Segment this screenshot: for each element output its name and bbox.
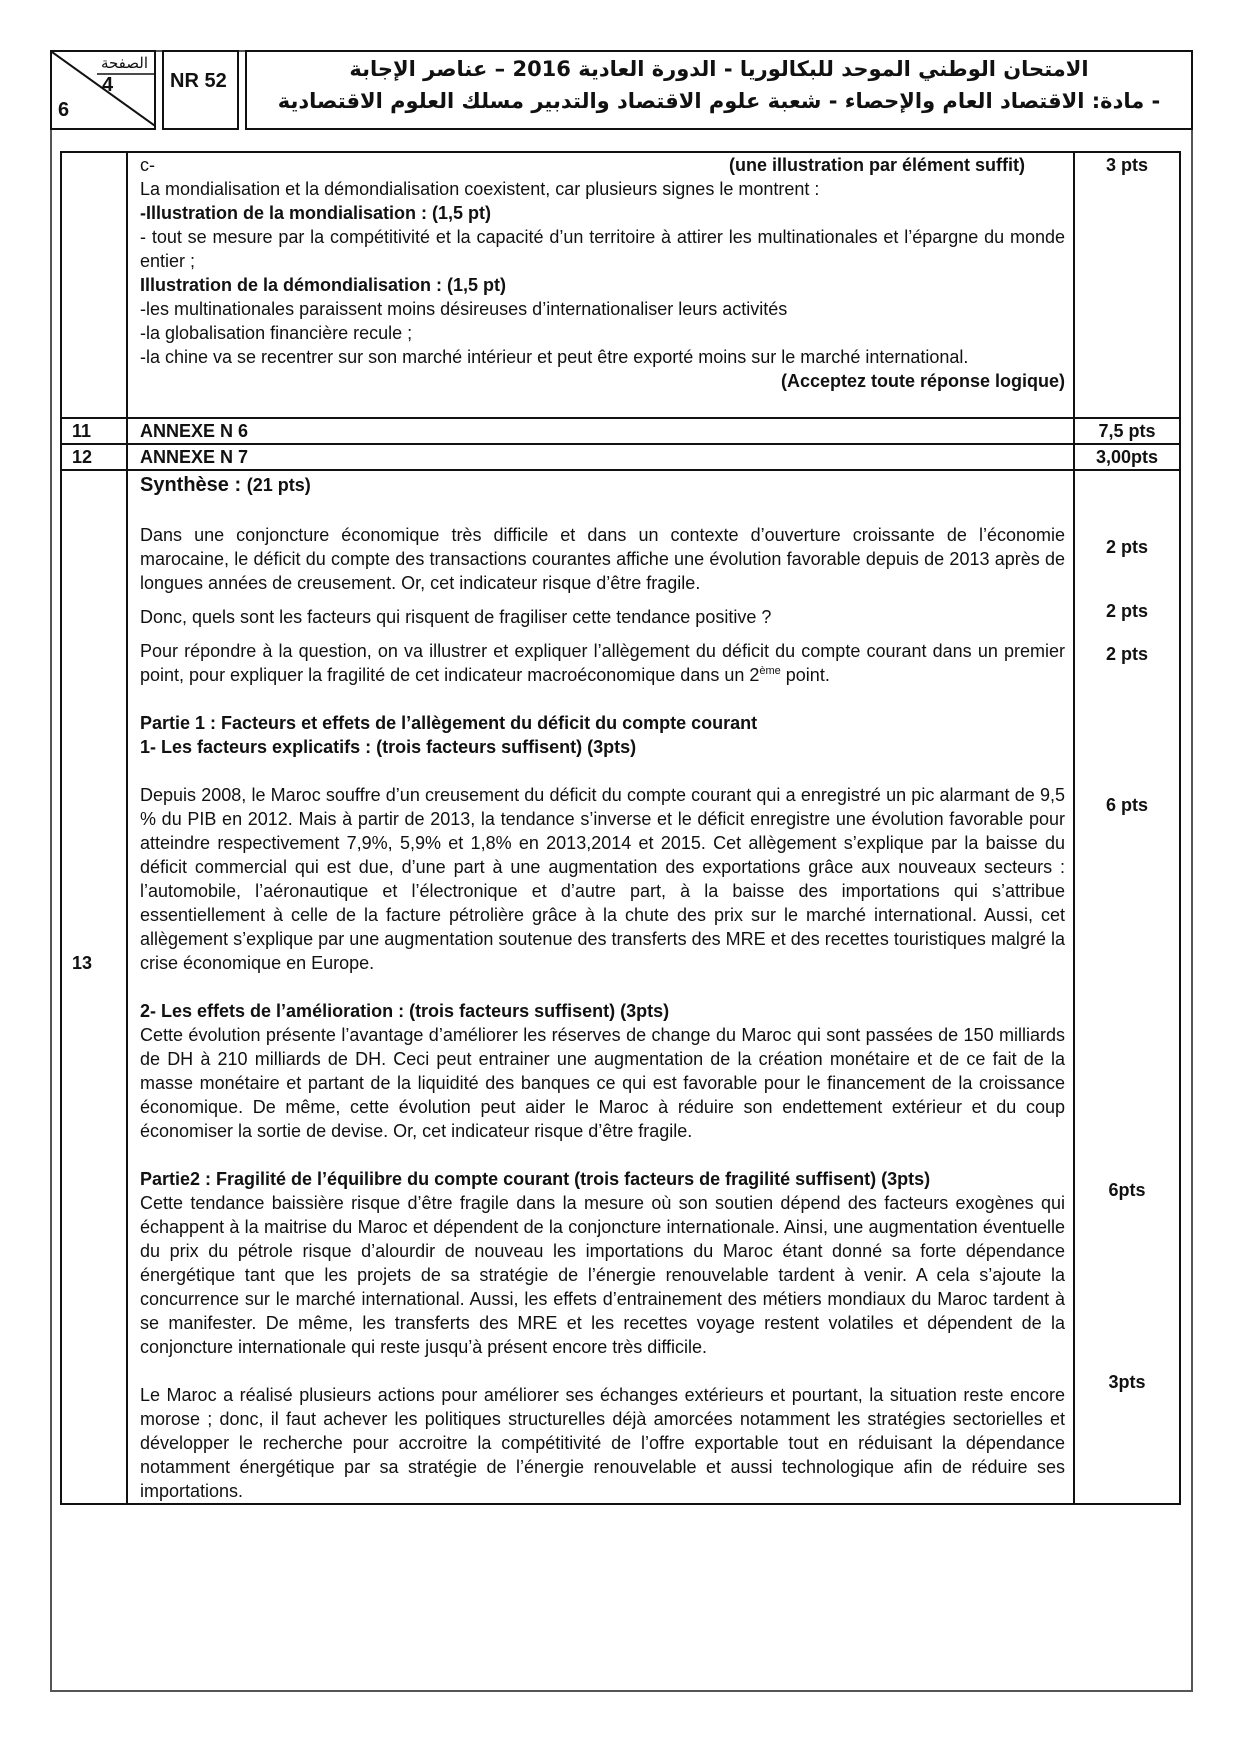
- exam-code: NR 52: [170, 70, 227, 92]
- points: 6pts: [1108, 1180, 1146, 1200]
- answer-cell: [127, 470, 1074, 1504]
- page-number-box: [50, 50, 156, 130]
- section-heading: 1- Les facteurs explicatifs : (trois facteurs suffisent) (3pts): [140, 737, 637, 757]
- section-heading: 2- Les effets de l’amélioration : (trois facteurs suffisent) (3pts): [140, 1001, 670, 1021]
- text-line: -la chine va se recentrer sur son marché intérieur et peut être exporté moins sur le marché international.: [140, 347, 969, 367]
- exam-title-line2: - مادة: الاقتصاد العام والإحصاء - شعبة علوم الاقتصاد والتدبير مسلك العلوم الاقتصادية: [277, 89, 1161, 113]
- paragraph: Cette tendance baissière risque d’être fragile dans la mesure où son soutien dépend des facteurs exogènes qui échappent à la maitrise du Maroc et dépendent de la conjoncture internationale. Ainsi, une augmentation éventuelle du prix du pétrole risque d’alourdir de nouveau les importations du Maroc étant donné sa forte dépendance énergétique tant que les projets de sa stratégie de l’énergie renouvelable tardent à venir. A cela s’ajoute la concurrence sur le marché international. Aussi, les effets d’entrainement des métiers mondiaux du Maroc tardent à se manifester. De même, les transferts des MRE et les recettes voyage restent volatiles et dépendent de la conjoncture internationale qui reste jusqu’à présent encore très difficile.: [140, 1193, 1065, 1357]
- question-note: (une illustration par élément suffit): [728, 155, 1025, 175]
- accept-note: (Acceptez toute réponse logique): [780, 371, 1065, 391]
- text-line: - tout se mesure par la compétitivité et la capacité d’un territoire à attirer les multinationales et l’épargne du monde entier ;: [140, 227, 1065, 271]
- points: 2 pts: [1105, 537, 1148, 557]
- text-line: La mondialisation et la démondialisation coexistent, car plusieurs signes le montrent :: [140, 179, 820, 199]
- question-number: 11: [61, 418, 127, 444]
- page-label: الصفحة: [100, 55, 148, 72]
- points: 3pts: [1108, 1372, 1146, 1392]
- question-number: 12: [61, 444, 127, 470]
- synthesis-points: (21 pts): [246, 475, 311, 495]
- section-heading: Partie2 : Fragilité de l’équilibre du compte courant (trois facteurs de fragilité suffisent) (3pts): [140, 1169, 931, 1189]
- question-number-cell: [61, 152, 127, 418]
- text-line: -la globalisation financière recule ;: [140, 323, 413, 343]
- points: 7,5 pts: [1074, 418, 1180, 444]
- table-row: [61, 418, 1180, 444]
- page-total: 6: [58, 99, 70, 121]
- subheading: Illustration de la démondialisation : (1,5 pt): [140, 275, 507, 295]
- exam-title-line1: الامتحان الوطني الموحد للبكالوريا - الدورة العادية 2016 – عناصر الإجابة: [349, 57, 1089, 81]
- annex-label: ANNEXE N 6: [127, 418, 1074, 444]
- paragraph: Donc, quels sont les facteurs qui risquent de fragiliser cette tendance positive ?: [140, 607, 772, 627]
- answer-table: [60, 151, 1181, 1505]
- points: 3 pts: [1105, 155, 1148, 175]
- superscript: ème: [759, 665, 781, 677]
- table-row: [61, 444, 1180, 470]
- text-line: -les multinationales paraissent moins désireuses d’internationaliser leurs activités: [140, 299, 788, 319]
- synthesis-title: Synthèse :: [140, 474, 247, 496]
- points: 2 pts: [1105, 644, 1148, 664]
- paragraph: [140, 639, 1065, 687]
- question-number-cell: [61, 470, 127, 1504]
- page-number: 4: [102, 74, 114, 96]
- paragraph-text: point.: [780, 665, 830, 685]
- points: 2 pts: [1105, 601, 1148, 621]
- paragraph: Cette évolution présente l’avantage d’améliorer les réserves de change du Maroc qui sont passées de 150 milliards de DH à 210 milliards de DH. Ceci peut entrainer une augmentation de la création monétaire et de ce fait de la masse monétaire et partant de la liquidité des banques ce qui est favorable pour le financement de la croissance économique. De même, cette évolution peut aider le Maroc à réduire son endettement extérieur et du coup économiser la sortie de devise. Or, cet indicateur risque d’être fragile.: [140, 1025, 1065, 1141]
- table-row: [61, 152, 1180, 418]
- paragraph-text: Pour répondre à la question, on va illustrer et expliquer l’allègement du déficit du compte courant dans un premier point, pour expliquer la fragilité de cet indicateur macroéconomique dans un 2: [140, 641, 1065, 685]
- question-label: c-: [140, 155, 155, 175]
- points: 3,00pts: [1074, 444, 1180, 470]
- annex-label: ANNEXE N 7: [127, 444, 1074, 470]
- exam-code-box: [162, 50, 239, 130]
- paragraph: Depuis 2008, le Maroc souffre d’un creusement du déficit du compte courant qui a enregistré un pic alarmant de 9,5 % du PIB en 2012. Mais à partir de 2013, la tendance s’inverse et le déficit enregistre une évolution favorable pour atteindre respectivement 7,9%, 5,9% et 1,8% en 2013,2014 et 2015. Cet allègement s’explique par la baisse du déficit commercial qui est due, d’une part à une augmentation des exportations grâce aux nouveaux secteurs : l’automobile, l’aéronautique et l’électronique et d’autre part, à la baisse des importations qui s’attribue essentiellement à celle de la facture pétrolière grâce à la chute des prix sur le marché international. Aussi, cet allègement s’explique par une augmentation soutenue des transferts des MRE et des recettes touristiques malgré la crise économique en Europe.: [140, 785, 1065, 973]
- answer-cell: [127, 152, 1074, 418]
- section-heading: Partie 1 : Facteurs et effets de l’allègement du déficit du compte courant: [140, 713, 758, 733]
- subheading: -Illustration de la mondialisation : (1,5 pt): [140, 203, 492, 223]
- exam-title-box: [245, 50, 1193, 130]
- table-row: [61, 470, 1180, 1504]
- question-number: 13: [72, 953, 93, 973]
- paragraph: Dans une conjoncture économique très difficile et dans un contexte d’ouverture croissante de l’économie marocaine, le déficit du compte des transactions courantes affiche une évolution favorable depuis de 2013 après de longues années de creusement. Or, cet indicateur risque d’être fragile.: [140, 525, 1065, 593]
- paragraph: Le Maroc a réalisé plusieurs actions pour améliorer ses échanges extérieurs et pourtant, la situation reste encore morose ; donc, il faut achever les politiques structurelles déjà amorcées notamment les stratégies sectorielles et développer le recherche pour accroitre la compétitivité de l’offre exportable tout en réduisant la dépendance notamment énergétique par sa stratégie de l’énergie renouvelable et aussi technologique afin de réduire ses importations.: [140, 1385, 1065, 1501]
- points-cell: [1074, 470, 1180, 1504]
- points: 6 pts: [1105, 795, 1148, 815]
- points-cell: [1074, 152, 1180, 418]
